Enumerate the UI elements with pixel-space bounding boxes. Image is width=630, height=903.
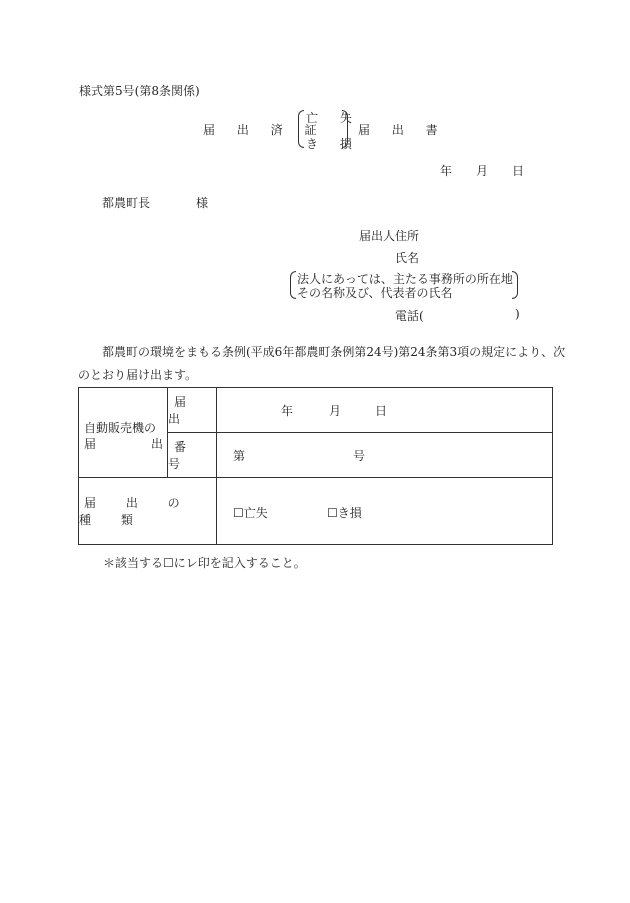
type-options-cell [217,478,553,545]
title-option-lost: 亡 失 [306,111,361,125]
addressee-honorific: 様 [196,196,209,210]
row-header-line2-right: 出 [151,436,164,451]
applicant-phone-label: 電話( [395,309,424,323]
table-date-day: 日 [375,404,388,418]
body-line2: のとおり届け出ます。 [78,368,198,382]
type-label: 届 出 の 種 類 [79,496,193,527]
title-right-bracket [342,110,348,148]
number-suffix: 号 [353,449,366,463]
title-left-bracket [298,110,304,148]
number-label: 番 号 [168,440,196,471]
applicant-address-label: 届出人住所 [359,229,420,243]
table-date-month: 月 [329,404,342,418]
row-header-line2-left: 届 [84,436,97,451]
date-year: 年 [440,164,453,178]
vending-machine-header-cell [79,388,168,478]
table-row [79,388,553,433]
table-date-year: 年 [281,404,294,418]
date-month: 月 [476,164,489,178]
date-day: 日 [512,164,525,178]
type-label-cell [79,478,217,545]
notification-date-cell[interactable] [217,388,553,433]
table-row [79,478,553,545]
number-value-cell[interactable] [217,433,553,478]
note-right-bracket [512,271,518,299]
title-suffix: 届 出 書 [358,123,447,137]
number-label-cell [168,433,217,478]
title-option-damaged: き 損 [306,137,361,151]
addressee-name: 都農町長 [102,196,151,210]
type-option-lost-checkbox[interactable]: ☐亡失 [233,506,268,520]
body-line1: 都農町の環境をまもる条例(平成6年都農町条例第24号)第24条第3項の規定により、次 [102,345,566,359]
applicant-name-label: 氏名 [395,251,420,265]
footnote: ＊該当する☐にレ印を記入すること。 [103,556,306,570]
applicant-phone-close: ) [515,307,520,321]
applicant-note-line2: その名称及び、代表者の氏名 [297,286,453,300]
form-number: 様式第5号(第8条関係) [79,84,200,98]
note-left-bracket [290,271,296,299]
notification-table [78,387,553,545]
number-prefix: 第 [233,449,246,463]
notification-label-cell [168,388,217,433]
title-prefix: 届 出 済 証 [203,123,326,137]
notification-label: 届 出 [168,395,196,426]
type-option-damaged-checkbox[interactable]: ☐き損 [327,506,362,520]
applicant-note-line1: 法人にあっては、主たる事務所の所在地 [297,272,513,286]
row-header-line1: 自動販売機の [84,420,157,435]
